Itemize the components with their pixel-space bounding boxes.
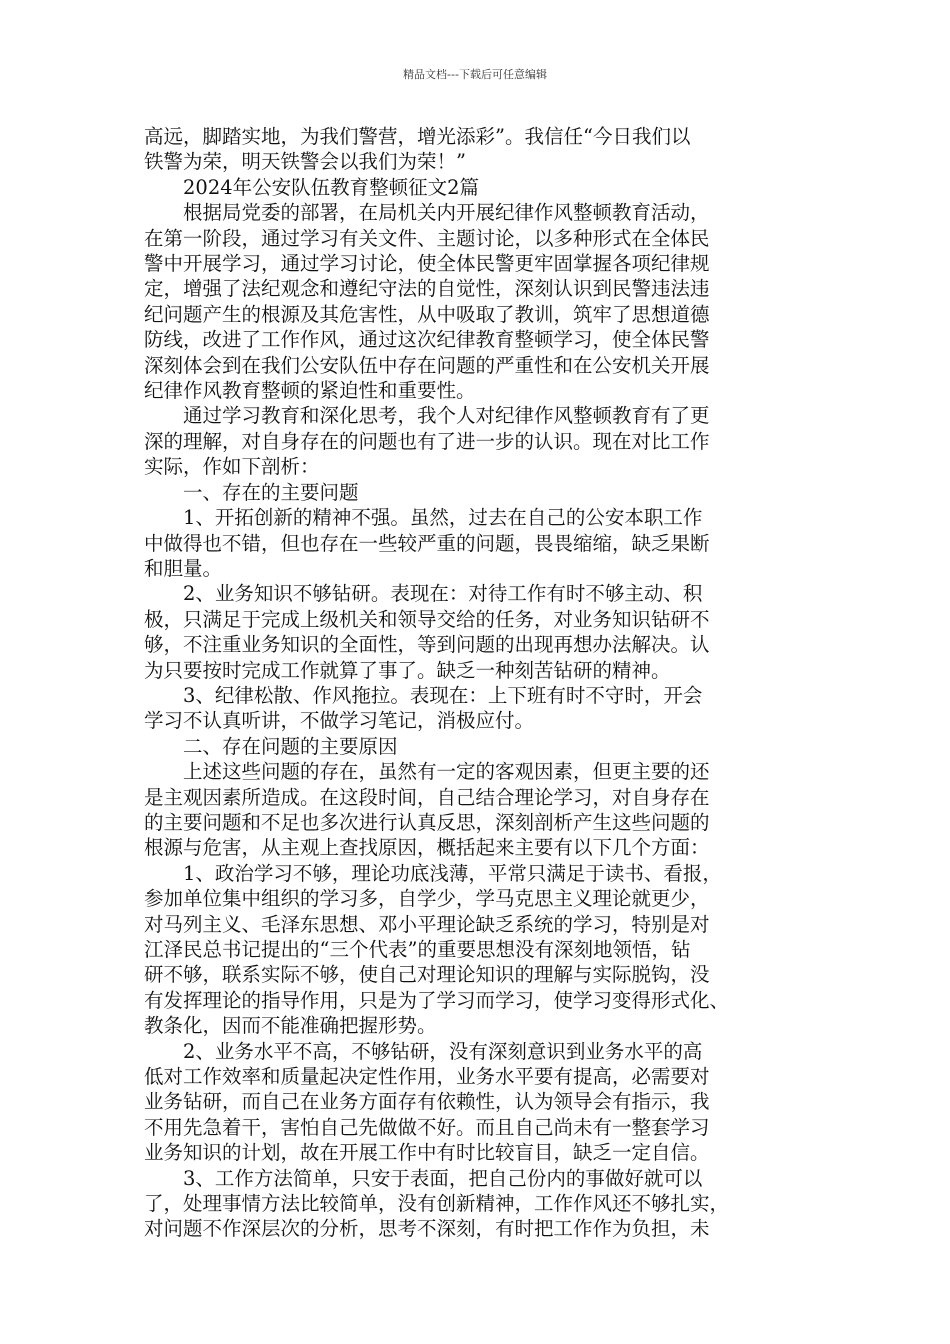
text-line: 警中开展学习，通过学习讨论，使全体民警更牢固掌握各项纪律规	[144, 252, 710, 276]
paragraph	[144, 861, 822, 1039]
text-line: 教条化，因而不能准确把握形势。	[144, 1014, 437, 1038]
section-heading: 一、存在的主要问题	[183, 480, 359, 504]
text-line: 够，不注重业务知识的全面性，等到问题的出现再想办法解决。认	[144, 633, 710, 657]
text-line: 根据局党委的部署，在局机关内开展纪律作风整顿教育活动，	[183, 201, 710, 225]
text-line: 了，处理事情方法比较简单，没有创新精神，工作作风还不够扎实，	[144, 1192, 730, 1216]
text-line: 中做得也不错，但也存在一些较严重的问题，畏畏缩缩，缺乏果断	[144, 531, 710, 555]
text-line: 在第一阶段，通过学习有关文件、主题讨论，以多种形式在全体民	[144, 226, 710, 250]
paragraph-continuation	[144, 124, 822, 175]
text-line: 低对工作效率和质量起决定性作用，业务水平要有提高，必需要对	[144, 1065, 710, 1089]
text-line: 2、业务知识不够钻研。表现在：对待工作有时不够主动、积	[183, 582, 703, 606]
text-line: 1、政治学习不够，理论功底浅薄，平常只满足于读书、看报，	[183, 861, 722, 885]
document-body	[144, 124, 822, 1242]
text-line: 根源与危害，从主观上查找原因，概括起来主要有以下几个方面：	[144, 836, 710, 860]
text-line: 为只要按时完成工作就算了事了。缺乏一种刻苦钻研的精神。	[144, 658, 671, 682]
text-line: 3、纪律松散、作风拖拉。表现在：上下班有时不守时，开会	[183, 683, 703, 707]
paragraph	[144, 403, 822, 479]
article-title: 2024年公安队伍教育整顿征文2篇	[183, 175, 480, 199]
text-line: 实际，作如下剖析：	[144, 455, 320, 479]
text-line: 江泽民总书记提出的“三个代表”的重要思想没有深刻地领悟，钻	[144, 938, 691, 961]
text-line: 深刻体会到在我们公安队伍中存在问题的严重性和在公安机关开展	[144, 353, 710, 377]
paragraph	[144, 759, 822, 861]
text-line: 高远，脚踏实地，为我们警营，增光添彩”。我信任“今日我们以	[144, 125, 691, 148]
text-line: 的主要问题和不足也多次进行认真反思，深刻剖析产生这些问题的	[144, 810, 710, 834]
text-line: 参加单位集中组织的学习多，自学少，学马克思主义理论就更少，	[144, 887, 710, 911]
text-line: 是主观因素所造成。在这段时间，自己结合理论学习，对自身存在	[144, 785, 710, 809]
paragraph	[144, 505, 822, 581]
text-line: 上述这些问题的存在，虽然有一定的客观因素，但更主要的还	[183, 760, 710, 784]
text-line: 纪律作风教育整顿的紧迫性和重要性。	[144, 379, 476, 403]
text-line: 学习不认真听讲，不做学习笔记，消极应付。	[144, 709, 535, 733]
text-line: 铁警为荣，明天铁警会以我们为荣！”	[144, 150, 466, 174]
text-line: 研不够，联系实际不够，使自己对理论知识的理解与实际脱钩，没	[144, 963, 710, 987]
text-line: 业务钻研，而自己在业务方面存有依赖性，认为领导会有指示，我	[144, 1090, 710, 1114]
text-line: 1、开拓创新的精神不强。虽然，过去在自己的公安本职工作	[183, 506, 703, 530]
section-heading: 二、存在问题的主要原因	[183, 734, 398, 758]
text-line: 3、工作方法简单，只安于表面，把自己份内的事做好就可以	[183, 1166, 703, 1190]
paragraph	[144, 1039, 822, 1166]
text-line: 对马列主义、毛泽东思想、邓小平理论缺乏系统的学习，特别是对	[144, 912, 710, 936]
text-line: 对问题不作深层次的分析，思考不深刻，有时把工作作为负担，未	[144, 1217, 710, 1241]
text-line: 定，增强了法纪观念和遵纪守法的自觉性，深刻认识到民警违法违	[144, 277, 710, 301]
text-line: 不用先急着干，害怕自己先做做不好。而且自己尚未有一整套学习	[144, 1115, 710, 1139]
paragraph	[144, 1166, 822, 1242]
paragraph	[144, 581, 822, 683]
paragraph	[144, 200, 822, 403]
text-line: 2、业务水平不高，不够钻研，没有深刻意识到业务水平的高	[183, 1039, 703, 1063]
text-line: 深的理解，对自身存在的问题也有了进一步的认识。现在对比工作	[144, 429, 710, 453]
text-line: 极，只满足于完成上级机关和领导交给的任务，对业务知识钻研不	[144, 607, 710, 631]
text-line: 通过学习教育和深化思考，我个人对纪律作风整顿教育有了更	[183, 404, 710, 428]
text-line: 纪问题产生的根源及其危害性，从中吸取了教训，筑牢了思想道德	[144, 302, 710, 326]
paragraph	[144, 683, 822, 734]
text-line: 业务知识的计划，故在开展工作中有时比较盲目，缺乏一定自信。	[144, 1141, 710, 1165]
text-line: 和胆量。	[144, 556, 223, 580]
page-header: 精品文档---下载后可任意编辑	[403, 68, 547, 81]
text-line: 有发挥理论的指导作用，只是为了学习而学习，使学习变得形式化、	[144, 988, 730, 1012]
text-line: 防线，改进了工作作风，通过这次纪律教育整顿学习，使全体民警	[144, 328, 710, 352]
